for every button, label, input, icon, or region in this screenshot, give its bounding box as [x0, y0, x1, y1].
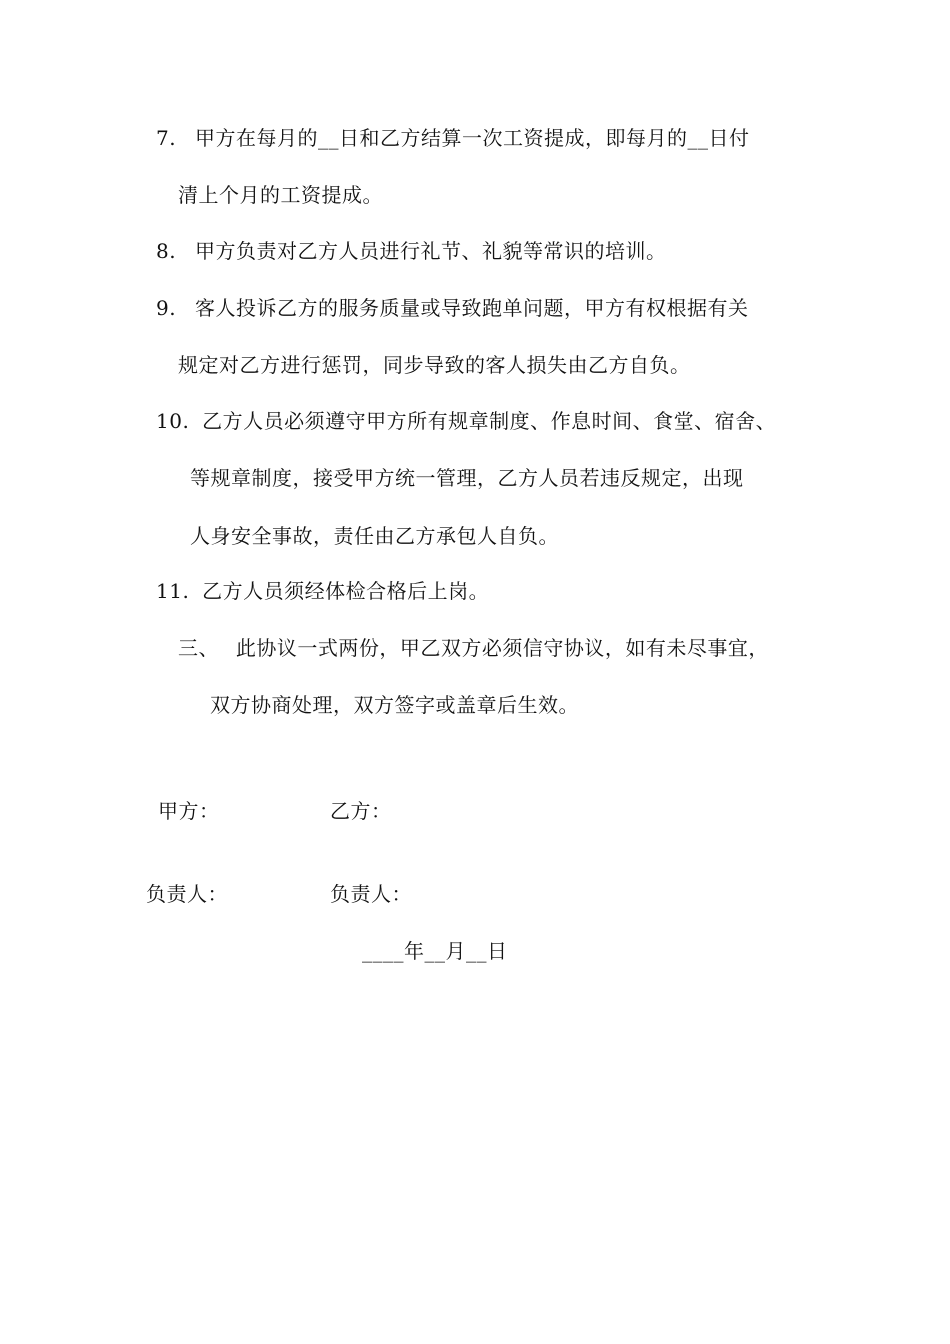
clause-9-line-2: 规定对乙方进行惩罚，同步导致的客人损失由乙方自负。 [178, 353, 691, 377]
clause-text: 甲方负责对乙方人员进行礼节、礼貌等常识的培训。 [194, 239, 667, 263]
clause-10-line-2: 等规章制度，接受甲方统一管理，乙方人员若违反规定，出现 [190, 466, 744, 490]
clause-10-line-1 [156, 409, 776, 433]
clause-number: 9. [156, 296, 177, 320]
clause-11-line-1 [156, 579, 489, 603]
person-a-label: 负责人： [146, 882, 228, 906]
section-number: 三、 [178, 636, 219, 660]
party-b-label: 乙方： [330, 799, 392, 823]
clause-text: 乙方人员须经体检合格后上岗。 [202, 579, 490, 603]
clause-10-line-3: 人身安全事故，责任由乙方承包人自负。 [190, 524, 559, 548]
clause-8-line-1 [156, 239, 666, 263]
clause-text: 客人投诉乙方的服务质量或导致跑单问题，甲方有权根据有关 [194, 296, 749, 320]
clause-number: 10. [156, 409, 190, 433]
clause-number: 8. [156, 239, 177, 263]
date-line: ____年__月__日 [362, 939, 508, 963]
clause-7-line-1 [156, 126, 749, 150]
party-a-label: 甲方： [158, 799, 220, 823]
clause-text: 甲方在每月的__日和乙方结算一次工资提成，即每月的__日付 [194, 126, 750, 150]
clause-number: 11. [156, 579, 190, 603]
section-3-line-1 [178, 636, 769, 660]
section-3-line-2: 双方协商处理，双方签字或盖章后生效。 [210, 693, 579, 717]
clause-text: 乙方人员必须遵守甲方所有规章制度、作息时间、食堂、宿舍、 [202, 409, 777, 433]
section-text: 此协议一式两份，甲乙双方必须信守协议，如有未尽事宜， [235, 636, 769, 660]
clause-9-line-1 [156, 296, 748, 320]
person-b-label: 负责人： [330, 882, 412, 906]
clause-7-line-2: 清上个月的工资提成。 [178, 183, 383, 207]
clause-number: 7. [156, 126, 177, 150]
